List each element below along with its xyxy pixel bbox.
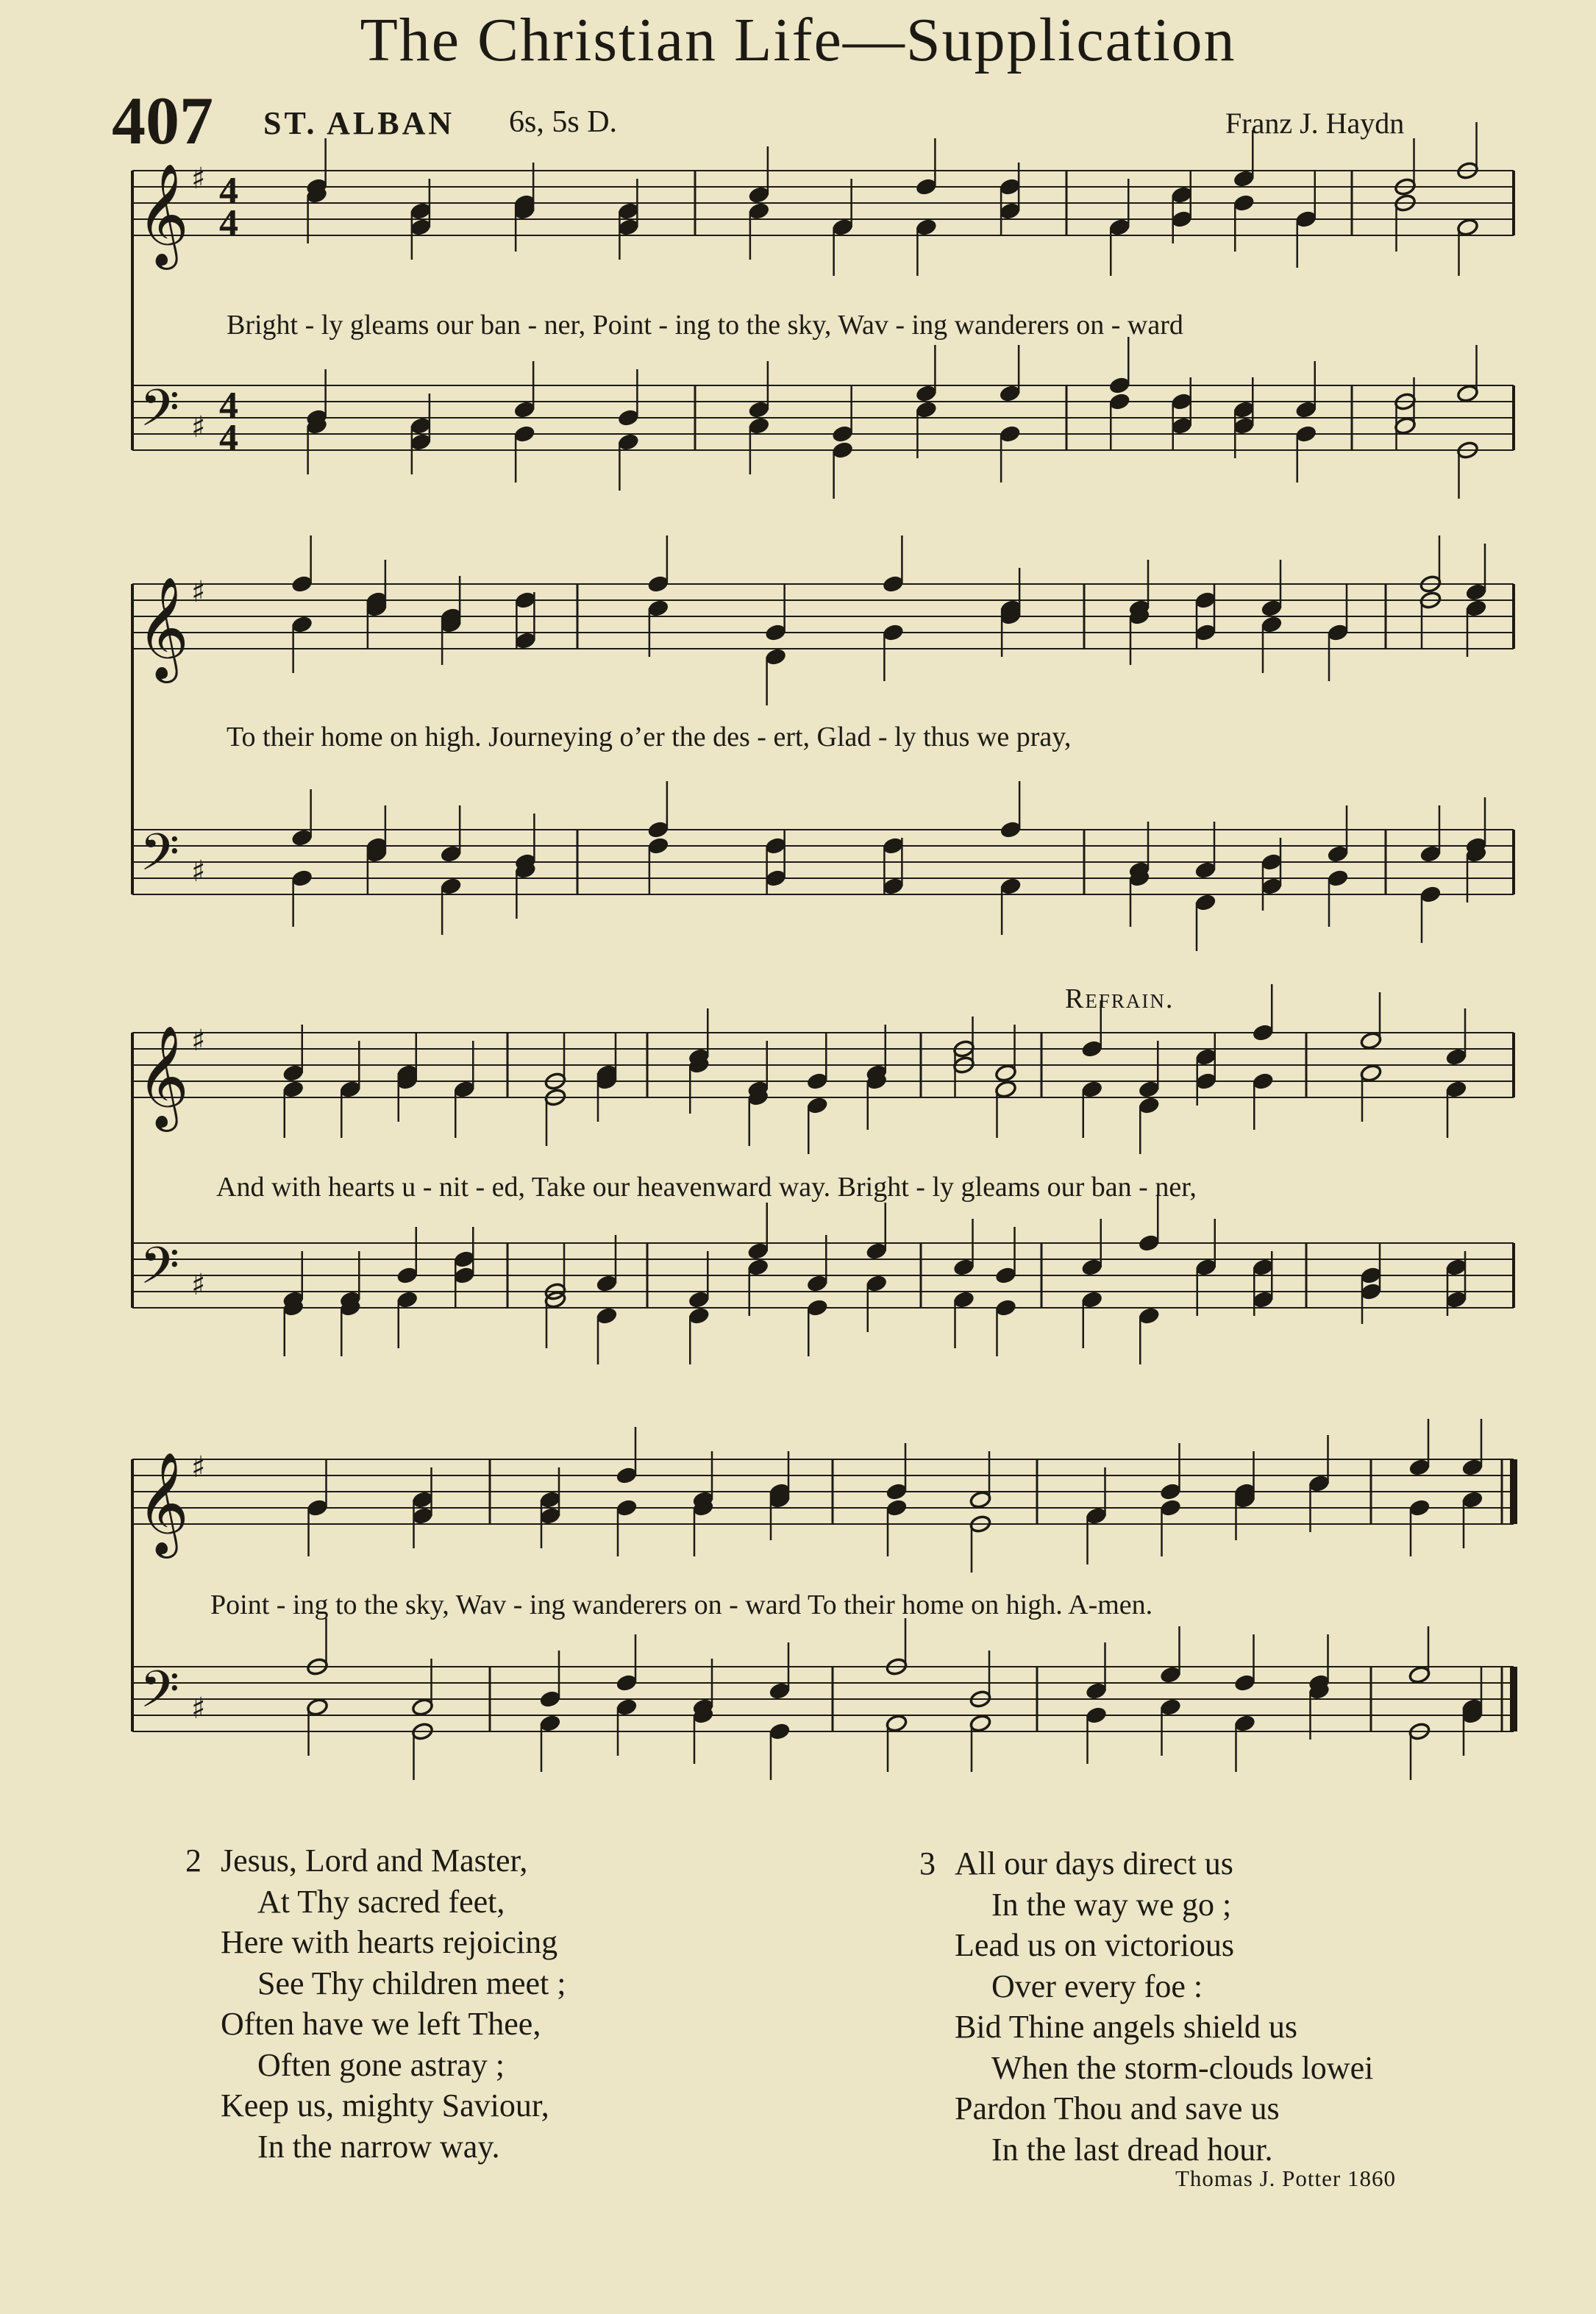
note-head <box>410 218 432 237</box>
note-head <box>1445 1047 1468 1067</box>
note-head <box>617 432 640 452</box>
verse-line: In the last dread hour. <box>991 2131 1273 2168</box>
note-head <box>282 1080 304 1099</box>
note-head <box>1233 400 1255 419</box>
sharp-icon: ♯ <box>191 855 206 889</box>
bass-clef-icon: 𝄢 <box>140 822 180 894</box>
note-head <box>306 1698 329 1717</box>
verse-line: When the storm-clouds lowei <box>991 2049 1374 2086</box>
note-head <box>1261 877 1283 896</box>
note-head <box>596 1274 619 1293</box>
note-head <box>994 1064 1017 1083</box>
note-head <box>411 1490 434 1509</box>
note-head <box>410 202 432 221</box>
note-head <box>396 1290 418 1309</box>
note-head <box>514 631 537 650</box>
note-head <box>1445 1290 1468 1309</box>
note-head <box>1108 392 1131 411</box>
author-credit: Thomas J. Potter 1860 <box>1175 2165 1396 2191</box>
note-head <box>1233 193 1255 213</box>
note-head <box>831 424 854 444</box>
note-head <box>952 1258 975 1277</box>
verse-3 <box>919 1843 1373 2170</box>
note-head <box>748 416 771 435</box>
note-head <box>1080 1290 1103 1309</box>
note-head <box>1360 1266 1383 1285</box>
note-head <box>1360 1064 1383 1083</box>
note-head <box>410 432 432 452</box>
note-head <box>748 202 771 221</box>
lyrics-line-3: And with hearts u - nit - ed, Take our heavenward way. Bright - ly gleams our ban - ner, <box>216 1172 1197 1203</box>
verse-line: Bid Thine angels shield us <box>955 2009 1298 2045</box>
verse-line: 2 Jesus, Lord and Master, <box>185 1840 566 1882</box>
note-head <box>886 1498 908 1517</box>
note-head <box>747 1258 769 1277</box>
note-head <box>1261 615 1283 634</box>
note-head <box>1461 1458 1484 1477</box>
sharp-icon: ♯ <box>191 410 206 444</box>
note-head <box>306 1498 329 1517</box>
note-head <box>969 1490 992 1509</box>
note-head <box>1000 820 1022 839</box>
note-head <box>1360 1031 1383 1050</box>
note-head <box>915 400 938 419</box>
verse-line: 3 All our days direct us <box>919 1843 1373 1884</box>
sharp-icon: ♯ <box>191 162 206 196</box>
note-head <box>1108 376 1131 395</box>
note-head <box>882 877 905 896</box>
note-head <box>999 177 1022 196</box>
verse-line: In the narrow way. <box>257 2128 500 2165</box>
note-head <box>969 1714 992 1733</box>
note-head <box>453 1250 476 1269</box>
verse-line: See Thy children meet ; <box>257 1965 566 2001</box>
note-head <box>1194 1258 1217 1277</box>
note-head <box>748 185 771 204</box>
note-head <box>1408 1498 1431 1517</box>
bass-clef-icon: 𝄢 <box>140 1236 180 1308</box>
treble-clef-icon: 𝄞 <box>137 1452 189 1554</box>
note-head <box>410 416 432 435</box>
treble-clef-icon: 𝄞 <box>137 163 189 266</box>
note-head <box>513 400 536 419</box>
note-head <box>806 1274 829 1293</box>
verse-line: Pardon Thou and save us <box>955 2090 1280 2126</box>
note-head <box>769 1722 791 1741</box>
note-head <box>1233 169 1255 188</box>
note-head <box>1138 1080 1161 1099</box>
section-title: The Christian Life—Supplication <box>360 6 1236 74</box>
note-head <box>1138 1096 1161 1115</box>
note-head <box>616 1698 638 1717</box>
note-head <box>539 1506 562 1526</box>
note-head <box>396 1266 418 1285</box>
hymn-number: 407 <box>112 83 213 158</box>
note-head <box>647 599 670 618</box>
note-head <box>647 836 670 855</box>
note-head <box>1170 392 1193 411</box>
note-head <box>952 1290 975 1309</box>
refrain-label: Refrain. <box>1065 983 1175 1014</box>
note-head <box>1194 893 1217 912</box>
note-head <box>1327 623 1350 642</box>
note-head <box>513 424 536 444</box>
note-head <box>764 836 787 855</box>
note-head <box>1252 1023 1275 1042</box>
note-head <box>994 1080 1017 1099</box>
note-head <box>539 1490 562 1509</box>
lyrics-line-4: Point - ing to the sky, Wav - ing wanderers on - ward To their home on high. A-men. <box>210 1589 1153 1620</box>
note-head <box>617 408 640 427</box>
note-head <box>282 1064 304 1083</box>
note-head <box>1252 1290 1275 1309</box>
note-head <box>539 1690 562 1709</box>
note-head <box>764 869 787 888</box>
note-head <box>617 202 640 221</box>
note-head <box>1252 1258 1275 1277</box>
note-head <box>1456 384 1479 403</box>
note-head <box>748 400 771 419</box>
note-head <box>915 218 938 237</box>
note-head <box>339 1080 362 1099</box>
sharp-icon: ♯ <box>191 1692 206 1726</box>
lyrics-line-1: Bright - ly gleams our ban - ner, Point - ing to the sky, Wav - ing wanderers on - ward <box>227 310 1183 341</box>
note-head <box>1445 1080 1468 1099</box>
note-head <box>999 424 1022 444</box>
note-head <box>1170 416 1193 435</box>
sharp-icon: ♯ <box>191 1450 206 1484</box>
note-head <box>764 647 787 666</box>
note-head <box>1294 400 1317 419</box>
note-head <box>1419 844 1442 864</box>
note-head <box>440 877 463 896</box>
note-head <box>1080 1080 1103 1099</box>
note-head <box>886 1714 908 1733</box>
lyrics-line-2: To their home on high. Journeying o’er the des - ert, Glad - ly thus we pray, <box>227 722 1072 752</box>
note-head <box>1456 218 1479 237</box>
treble-clef-icon: 𝄞 <box>137 1025 189 1128</box>
note-head <box>411 1698 434 1717</box>
note-head <box>999 202 1022 221</box>
note-head <box>1233 1673 1256 1692</box>
note-head <box>1445 1258 1468 1277</box>
hymn-meter: 6s, 5s D. <box>509 105 618 139</box>
note-head <box>1394 416 1417 435</box>
note-head <box>1080 1039 1103 1058</box>
note-head <box>1327 869 1350 888</box>
note-head <box>1233 416 1255 435</box>
note-head <box>882 574 905 594</box>
note-head <box>1327 844 1350 864</box>
time-signature: 4 <box>219 202 238 244</box>
note-head <box>994 1298 1017 1317</box>
note-head <box>1085 1706 1108 1725</box>
note-head <box>764 623 787 642</box>
verse-line: At Thy sacred feet, <box>257 1883 505 1920</box>
verse-number: 3 <box>919 1845 936 1882</box>
note-head <box>1261 852 1283 872</box>
note-head <box>1085 1506 1108 1526</box>
note-head <box>616 1466 638 1485</box>
note-head <box>865 1242 888 1261</box>
note-head <box>1138 1306 1161 1325</box>
time-signature: 4 <box>219 170 238 212</box>
note-head <box>769 1681 791 1701</box>
note-head <box>453 1266 476 1285</box>
note-head <box>291 828 313 847</box>
note-head <box>291 869 313 888</box>
note-head <box>1461 1490 1484 1509</box>
note-head <box>1408 1458 1431 1477</box>
bass-clef-icon: 𝄢 <box>140 378 180 450</box>
note-head <box>915 384 938 403</box>
note-head <box>806 1072 829 1091</box>
note-head <box>291 574 313 594</box>
note-head <box>831 441 854 460</box>
note-head <box>514 591 537 610</box>
note-head <box>616 1498 638 1517</box>
verse-2 <box>185 1840 566 2167</box>
note-head <box>1294 210 1317 229</box>
note-head <box>747 1242 769 1261</box>
verse-line: Often have we left Thee, <box>221 2006 541 2042</box>
verse-line: Lead us on victorious <box>955 1927 1235 1963</box>
note-head <box>1261 599 1283 618</box>
note-head <box>1408 1665 1431 1684</box>
note-head <box>1194 1072 1217 1091</box>
note-head <box>806 1096 829 1115</box>
verse-line: In the way we go ; <box>991 1886 1232 1923</box>
sharp-icon: ♯ <box>191 575 206 609</box>
note-head <box>453 1080 476 1099</box>
note-head <box>994 1266 1017 1285</box>
note-head <box>440 844 463 864</box>
time-signature: 4 <box>219 385 238 427</box>
note-head <box>1252 1072 1275 1091</box>
note-head <box>1360 1282 1383 1301</box>
note-head <box>1170 185 1193 204</box>
note-head <box>1308 1474 1330 1493</box>
note-head <box>539 1714 562 1733</box>
note-head <box>647 574 670 594</box>
note-head <box>596 1306 619 1325</box>
note-head <box>1294 424 1317 444</box>
time-signature: 4 <box>219 417 238 459</box>
note-head <box>688 1306 710 1325</box>
verse-number: 2 <box>185 1843 202 1879</box>
note-head <box>831 218 854 237</box>
note-head <box>1138 1233 1161 1253</box>
note-head <box>882 836 905 855</box>
verse-line: Often gone astray ; <box>257 2046 505 2083</box>
note-head <box>806 1298 829 1317</box>
note-head <box>1085 1681 1108 1701</box>
note-head <box>865 1274 888 1293</box>
note-head <box>411 1506 434 1526</box>
note-head <box>915 177 938 196</box>
note-head <box>1194 1047 1217 1067</box>
verse-line: Keep us, mighty Saviour, <box>221 2087 549 2123</box>
note-head <box>1080 1258 1103 1277</box>
sharp-icon: ♯ <box>191 1024 206 1058</box>
verse-line: Over every foe : <box>991 1968 1203 2004</box>
note-head <box>1465 583 1488 602</box>
bass-clef-icon: 𝄢 <box>140 1659 180 1731</box>
sharp-icon: ♯ <box>191 1268 206 1302</box>
note-head <box>1419 885 1442 904</box>
tune-name: ST. ALBAN <box>263 105 455 141</box>
note-head <box>616 1673 638 1692</box>
note-head <box>1159 1698 1182 1717</box>
note-head <box>1194 623 1217 642</box>
note-head <box>1194 861 1217 880</box>
verse-line: Here with hearts rejoicing <box>221 1924 558 1960</box>
note-head <box>291 615 313 634</box>
note-head <box>1159 1498 1182 1517</box>
note-head <box>1108 218 1131 237</box>
note-head <box>1233 1714 1256 1733</box>
note-head <box>1159 1665 1182 1684</box>
note-head <box>999 384 1022 403</box>
note-head <box>688 1290 710 1309</box>
composer-credit: Franz J. Haydn <box>1225 107 1405 140</box>
note-head <box>1000 877 1022 896</box>
note-head <box>1170 210 1193 229</box>
note-head <box>1465 599 1488 618</box>
note-head <box>886 1482 908 1501</box>
note-head <box>1194 591 1217 610</box>
treble-clef-icon: 𝄞 <box>137 577 189 679</box>
note-head <box>617 218 640 237</box>
note-head <box>647 820 670 839</box>
note-head <box>882 623 905 642</box>
note-head <box>1159 1482 1182 1501</box>
